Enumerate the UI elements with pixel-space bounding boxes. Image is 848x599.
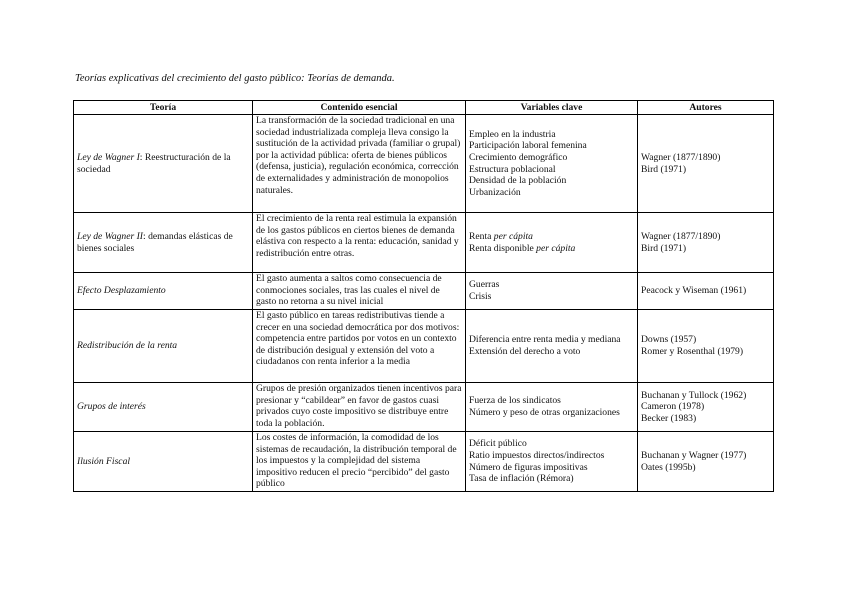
author-item: Oates (1995b) [641, 461, 696, 473]
author-item: Buchanan y Wagner (1977) [641, 449, 747, 461]
variable-item: Número y peso de otras organizaciones [469, 407, 620, 418]
author-item: Cameron (1978) [641, 401, 705, 413]
author-item: Becker (1983) [641, 412, 697, 424]
authors-cell [638, 273, 774, 310]
author-item: Bird (1971) [641, 242, 687, 254]
header-content: Contenido esencial [253, 101, 466, 115]
content-cell [253, 383, 466, 432]
content-cell [253, 273, 466, 310]
authors-cell [638, 432, 774, 492]
theory-name: Ley de Wagner II [77, 230, 143, 242]
variable-item: Diferencia entre renta media y mediana [469, 334, 621, 346]
variable-item: Densidad de la población [469, 175, 567, 187]
theory-cell [74, 213, 253, 273]
author-item: Wagner (1877/1890) [641, 151, 721, 163]
table-header-row [74, 101, 774, 115]
variable-item: Participación laboral femenina [469, 140, 587, 152]
theory-name: Efecto Desplazamiento [77, 285, 166, 297]
theory-name: Redistribución de la renta [77, 340, 178, 352]
variables-cell [466, 310, 638, 383]
table-row [74, 273, 774, 310]
variable-item: Urbanización [469, 186, 521, 198]
theory-cell [74, 310, 253, 383]
theory-name: Grupos de interés [77, 401, 146, 413]
authors-cell [638, 213, 774, 273]
header-theory: Teoría [74, 101, 253, 115]
variable-text: Renta disponible [469, 242, 537, 254]
variable-item: Guerras [469, 279, 500, 291]
variables-cell [466, 213, 638, 273]
theory-desc: : Reestructuración de la sociedad [77, 151, 231, 175]
variables-cell [466, 432, 638, 492]
content-text: Grupos de presión organizados tienen incentivos para presionar y “cabildear” en favor de gastos cuasi privados cuyo coste impositivo se distribuye entre toda la población. [256, 383, 462, 429]
theory-cell [74, 383, 253, 432]
variable-item [469, 231, 634, 243]
table-row [74, 383, 774, 432]
theory-desc: : demandas elásticas de bienes sociales [77, 230, 233, 254]
variable-text: Renta [469, 230, 494, 242]
content-cell [253, 115, 466, 213]
header-variables: Variables clave [466, 101, 638, 115]
table-caption: Teorías explicativas del crecimiento del gasto público: Teorías de demanda. [75, 73, 395, 84]
authors-cell [638, 115, 774, 213]
authors-cell [638, 310, 774, 383]
author-item: Romer y Rosenthal (1979) [641, 346, 744, 357]
variable-italic: per cápita [493, 230, 533, 242]
variable-item: Crisis [469, 291, 492, 302]
variables-cell [466, 383, 638, 432]
variable-item: Estructura poblacional [469, 163, 556, 175]
theory-name: Ilusión Fiscal [77, 455, 131, 467]
variable-item: Número de figuras impositivas [469, 461, 588, 473]
variable-italic: per cápita [536, 242, 576, 254]
variable-item: Ratio impuestos directos/indirectos [469, 449, 605, 461]
variable-item: Fuerza de los sindicatos [469, 395, 561, 407]
theory-name: Ley de Wagner I [77, 151, 140, 163]
content-cell [253, 432, 466, 492]
variable-item: Tasa de inflación (Rémora) [469, 473, 574, 485]
content-text: La transformación de la sociedad tradicional en una sociedad industrializada compleja lleva consigo la sustitución de la actividad privada (familiar o grupal) por la actividad pública: oferta de bienes públicos (defensa, justicia), regulación económica, corrección de externalidades y administración de monopolios naturales. [256, 115, 461, 196]
author-item: Buchanan y Tullock (1962) [641, 389, 747, 401]
variables-cell [466, 273, 638, 310]
table-row [74, 115, 774, 213]
variable-item [469, 243, 634, 255]
authors-cell [638, 383, 774, 432]
content-text: Los costes de información, la comodidad de los sistemas de recaudación, la distribución temporal de los impuestos y la complejidad del sistema impositivo reducen el precio “percibido” del gasto público [256, 432, 457, 490]
variable-item: Crecimiento demográfico [469, 151, 568, 163]
author-item: Peacock y Wiseman (1961) [641, 285, 747, 297]
variable-item: Déficit público [469, 438, 527, 450]
variables-cell [466, 115, 638, 213]
variable-item: Extensión del derecho a voto [469, 346, 581, 357]
theory-cell [74, 115, 253, 213]
content-text: El gasto público en tareas redistributivas tiende a crecer en una sociedad democrática por dos motivos: competencia entre partidos por votos en un contexto de distribución desigual y extensión del voto a ciudadanos con renta inferior a la media [256, 310, 460, 368]
content-text: El gasto aumenta a saltos como consecuencia de conmociones sociales, tras las cuales el nivel de gasto no retorna a su nivel inicial [256, 273, 442, 308]
author-item: Downs (1957) [641, 334, 697, 346]
theory-cell [74, 273, 253, 310]
content-cell [253, 213, 466, 273]
content-cell [253, 310, 466, 383]
table-row [74, 213, 774, 273]
table-row [74, 432, 774, 492]
table-row [74, 310, 774, 383]
theories-table [73, 100, 774, 492]
theory-cell [74, 432, 253, 492]
author-item: Wagner (1877/1890) [641, 230, 721, 242]
variable-item: Empleo en la industria [469, 128, 556, 140]
author-item: Bird (1971) [641, 163, 687, 175]
header-authors: Autores [638, 101, 774, 115]
content-text: El crecimiento de la renta real estimula la expansión de los gastos públicos en ciertos bienes de demanda elástiva con respecto a la renta: educación, sanidad y redistribución entre otras. [256, 213, 459, 259]
